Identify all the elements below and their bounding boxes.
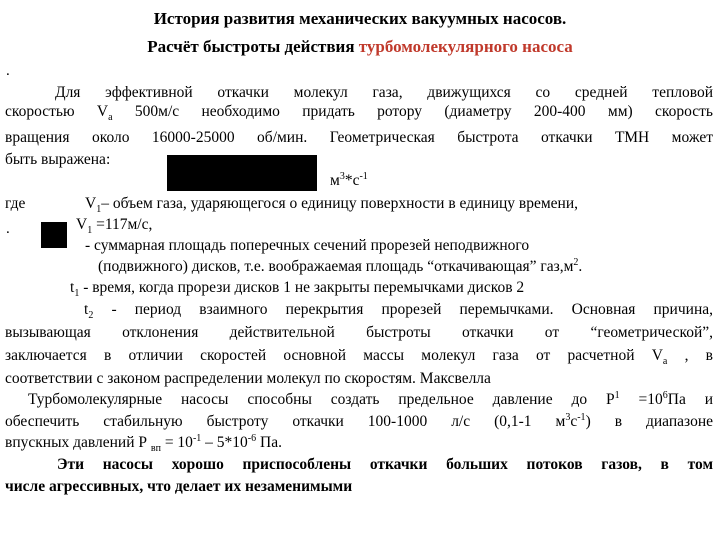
definition-v1-value: $V_1 =117м/с$, — [76, 216, 153, 237]
definition-v1: $V_1-$ объем газа, ударяющегося о единицу поверхности в единицу времени, — [85, 195, 579, 216]
paragraph-4-line-1: Эти насосы хорошо приспособлены откачки больших потоков газов, в том — [57, 456, 713, 473]
definition-area-line-1: - суммарная площадь поперечных сечений прорезей неподвижного — [85, 237, 530, 254]
title-prefix: Расчёт быстроты действия — [147, 37, 355, 56]
formula-image — [167, 155, 317, 191]
slide-title-line2 — [0, 36, 720, 58]
paragraph-1-line-1: Для эффективной откачки молекул газа, движущихся со средней тепловой — [55, 84, 713, 101]
paragraph-3-line-2: обеспечить стабильную быстроту откачки 100-1000 л/с (0,1-1 $м^3с^{-1}$) в диапазоне — [5, 411, 713, 430]
paragraph-2-line-2: вызывающая отклонения действительной быстроты откачки от “геометрической”, — [5, 324, 713, 341]
slide-title-line1: История развития механических вакуумных насосов. — [153, 9, 567, 28]
definition-area-line-2: (подвижного) дисков, т.е. воображаемая площадь “откачивающая” $газ,м^2$. — [98, 256, 583, 275]
paragraph-3-line-1: Турбомолекулярные насосы способны создать предельное давление до $Р^1 =10^6Па$ и — [28, 389, 714, 408]
paragraph-4-line-2: числе агрессивных, что делает их незаменимыми — [5, 478, 353, 495]
formula-unit: $м^3*с^{-1}$ — [330, 170, 368, 189]
paragraph-3-line-3: впускных давлений Р $_{вп} = 10^{-1} - 5*10^{-6}$ Па. — [5, 432, 282, 455]
definition-t1: $t_1$ - время, когда прорези дисков 1 не закрыты перемычками дисков 2 — [70, 279, 525, 300]
area-symbol-image — [41, 222, 67, 248]
definition-t2: $t_2$ - период взаимного перекрытия прорезей перемычками. Основная причина, — [84, 301, 713, 322]
paragraph-2-line-4: соответствии с законом распределении молекул по скоростям. Максвелла — [5, 370, 491, 387]
bullet-dot: . — [6, 63, 10, 79]
paragraph-1-line-4: быть выражена: — [5, 151, 111, 168]
paragraph-1-line-3: вращения около 16000-25000 об/мин. Геометрическая быстрота откачки ТМН может — [5, 129, 713, 146]
where-label: где — [5, 195, 26, 212]
paragraph-1-line-2: скоростью $V_a$ 500м/с необходимо придать ротору (диаметру 200-400 мм) скорость — [5, 103, 714, 124]
paragraph-2-line-3: заключается в отличии скоростей основной массы молекул газа от расчетной $V_a$ , в — [5, 347, 713, 368]
bullet-dot: . — [6, 221, 10, 237]
title-accent: турбомолекулярного насоса — [358, 37, 573, 56]
